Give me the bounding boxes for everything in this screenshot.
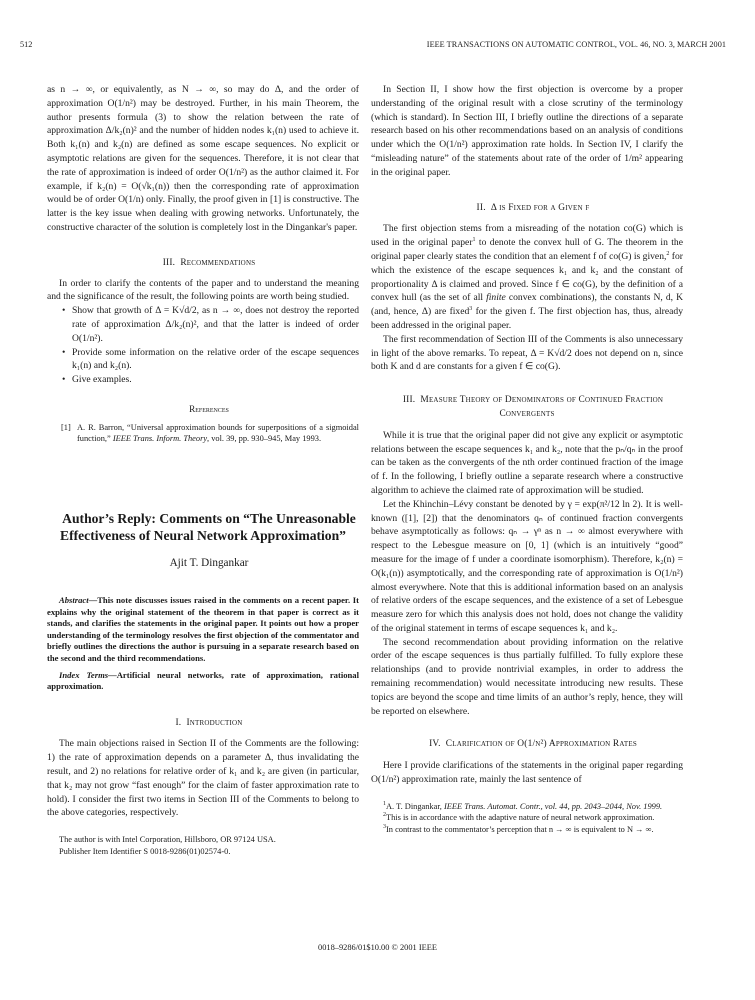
footnote-mark: 2 — [383, 812, 386, 819]
references-heading: References — [189, 403, 229, 414]
introduction-paragraph: The main objections raised in Section II of the Comments are the following: 1) the rate of approximation depends on a parameter Δ, thus invalidating the result, and 2) no relations for relative order of k₁ and k₂ are given (in particular, that k₂ may not grow “fast enough” for the claim of faster approximation rate to hold). I consider the first two items in Section III of the Comments to belong to the above categories, respectively. — [47, 738, 359, 819]
right-column — [371, 83, 683, 836]
page-number: 512 — [20, 40, 33, 49]
recommendations-intro: In order to clarify the contents of the paper and to understand the meaning and the significance of the result, the following points are worth being studied. — [47, 277, 359, 303]
index-terms-label: Index Terms— — [59, 669, 117, 680]
section-number: I. — [175, 717, 182, 728]
left-column — [47, 83, 359, 857]
recommendations-list — [47, 304, 359, 387]
section-heading-delta-fixed — [371, 202, 683, 216]
emphasis-finite: finite — [486, 292, 506, 304]
footnote-2 — [371, 812, 683, 824]
section-number: III. — [162, 257, 176, 268]
list-item: • Provide some information on the relative order of the escape sequences k₁(n) and k₂(n). — [47, 346, 359, 374]
section-title: Clarification of O(1/n²) Approximation Rates — [445, 739, 637, 750]
text-run: for the given f. The first objection has, thus, already been addressed in the original paper. — [371, 306, 683, 331]
reference-authors-title: A. R. Barron, “Universal approximation bounds for superpositions of a sigmoidal function,” — [77, 422, 359, 443]
section-heading-introduction — [47, 717, 359, 731]
publisher-item-identifier: Publisher Item Identifier S 0018-9286(01)02574-0. — [59, 846, 231, 856]
section3-paragraph-1: While it is true that the original paper did not give any explicit or asymptotic relations between the escape sequences k₁ and k₂, note that the pₙ/qₙ in the proof can be taken as the convergents of the nth order continued fraction of the image of f. In the following, I briefly outline a separate research where a constructive algorithm to achieve the claimed rate of approximation will be studied. — [371, 429, 683, 496]
section2-paragraph-2: The first recommendation of Section III of the Comments is also unnecessary in light of the above remarks. To repeat, Δ = K√d/2 does not depend on n, since both K and d are constants for a given f ∈ co(G). — [371, 333, 683, 373]
footnote-text: A. T. Dingankar, — [386, 801, 444, 811]
footnote-1 — [371, 801, 683, 813]
index-terms — [47, 670, 359, 693]
section3-paragraph-3: The second recommendation about providing information on the relative order of the escape sequences is thus partially fulfilled. To fully explore these relationships (and to provide nontrivial examples, in order to address the remaining recommendation) would necessitate introducing new results. These topics are beyond the scope and time limits of an author’s reply, hence, they will be reported on elsewhere. — [371, 636, 683, 717]
section-heading-recommendations — [47, 257, 359, 271]
text-run: convex combinations), the constants N, d, K (and, hence, Δ) are fixed — [371, 292, 683, 318]
reference-journal: IEEE Trans. Inform. Theory — [112, 433, 208, 443]
section-title: Recommendations — [180, 257, 256, 268]
footnote-mark: 3 — [383, 824, 386, 831]
footnote-3 — [371, 824, 683, 836]
list-item: • Give examples. — [47, 373, 359, 387]
abstract-text: This note discusses issues raised in the comments on a recent paper. It explains why the original statement of the theorem in that paper is correct as it stands, and clarifies the statements in the original paper. It points out how a proper understanding of the terminology resolves the first objection of the commentator and briefly outlines the directions the author is pursuing in a separate research based on the second and the third recommendations. — [47, 594, 359, 663]
reply-title-line-1: Author’s Reply: Comments on “The Unreasonable — [62, 511, 356, 527]
text-run: to denote the convex hull of G. The theorem in the original paper clearly states the condition that an element f of co(G) is given, — [371, 237, 683, 262]
section-number: II. — [476, 202, 486, 213]
section-number: IV. — [429, 739, 441, 750]
footnote-mark: 1 — [383, 800, 386, 807]
reference-number: [1] — [61, 422, 71, 432]
footnote-ref-3[interactable]: 3 — [469, 306, 473, 313]
section3-paragraph-2: Let the Khinchin–Lévy constant be denoted by γ = exp(π²/12 ln 2). It is well-known ([1], [2]) that the denominators qₙ of continued fraction convergents behave asymptotically as follows: qₙ → γⁿ as n → ∞ almost everywhere with respect to the Lebesgue measure on [0, 1] (which is an intuitively “good” measure for the image of f under a coordinate isomorphism). Therefore, k₂(n) = O(k₁(n)) asymptotically, and the corresponding rate of approximation is O(1/n²) almost everywhere. Note that this is additional information based on an analysis of relative orders of the escape sequences, and the existence of a set of Lebesgue measure zero for which this analysis does not hold, does not change the validity of the original statement in terms of escape sequences k₁ and k₂. — [371, 498, 683, 634]
list-item: • Show that growth of Δ = K√d/2, as n → ∞, does not destroy the reported rate of approximation Δ/k₂(n)², and that the latter is indeed of order O(1/n²). — [47, 304, 359, 345]
reference-details: , vol. 39, pp. 930–945, May 1993. — [207, 433, 322, 443]
outline-paragraph: In Section II, I show how the first objection is overcome by a proper understanding of the original result with a close scrutiny of the terminology (which is standard). In Section III, I briefly outline the directions of a separate research based on his other recommendations based on an analysis of conditions under which the O(1/n²) approximation rate holds. In Section IV, I clarify the “misleading nature” of the statements about rate of the order of 1/m² appearing in the original paper. — [371, 84, 683, 178]
footnote-text: In contrast to the commentator’s perception that n → ∞ is equivalent to N → ∞. — [386, 825, 654, 835]
abstract-label: Abstract— — [59, 594, 98, 605]
footnotes — [371, 801, 683, 836]
section-number: III. — [402, 395, 416, 406]
section-heading-measure-theory — [371, 394, 683, 422]
section-title: Δ is Fixed for a Given f — [490, 202, 590, 213]
affiliation-line: The author is with Intel Corporation, Hillsboro, OR 97124 USA. — [59, 835, 276, 845]
text-run: The first objection stems from a misreading of the notation co(G) which is used in the original paper — [371, 223, 683, 249]
footnote-ref-2[interactable]: 2 — [666, 250, 670, 257]
footnote-citation: IEEE Trans. Automat. Contr., vol. 44, pp. 2043–2044, Nov. 1999. — [443, 801, 663, 811]
section-title-line-1: Measure Theory of Denominators of Continued Fraction — [420, 395, 664, 406]
journal-running-title: IEEE TRANSACTIONS ON AUTOMATIC CONTROL, VOL. 46, NO. 3, MARCH 2001 — [426, 40, 726, 49]
text-run: for which the existence of the escape sequences k₁ and k₂ and the constant of proportionality Δ is claimed and proved. Since f ∈ co(G), by the definition of a convex hull (as the set of all — [371, 250, 683, 304]
author-affiliation-note — [47, 834, 359, 857]
section2-paragraph-1 — [371, 222, 683, 332]
reply-title-line-2: Effectiveness of Neural Network Approximation” — [60, 528, 346, 544]
section-title: Introduction — [186, 717, 243, 728]
reference-item — [47, 422, 359, 444]
section4-paragraph-1: Here I provide clarifications of the statements in the original paper regarding O(1/n²) approximation rate, mainly the last sentence of — [371, 760, 683, 786]
abstract — [47, 595, 359, 665]
comment-continuation-paragraph: as n → ∞, or equivalently, as N → ∞, so may do Δ, and the order of approximation O(1/n²) may be destroyed. Further, in his main Theorem, the author presents formula (3) to show the relation between the rate of approximation Δ/k₂(n)² and the number of hidden nodes k₁(n) used to achieve it. Both k₁(n) and k₂(n) are defined as some escape sequences. No explicit or asymptotic relations are given for the sequences. Therefore, it is not clear that the rate of approximation is indeed of order O(1/n²) as the author claimed it. For example, if k₂(n) = O(√k₁(n)) then the corresponding rate of approximation would be of order O(1/n) only. Finally, the proof given in [1] is constructive. The latter is the key issue when dealing with growing networks. Unfortunately, the constructive character of the solution is completely lost in the Dingankar's paper. — [47, 84, 359, 233]
index-terms-text: Artificial neural networks, rate of approximation, rational approximation. — [47, 669, 359, 692]
section-heading-clarification — [371, 738, 683, 752]
reply-title — [47, 510, 359, 544]
section-title-line-2: Convergents — [499, 408, 555, 419]
footnote-ref-1[interactable]: 1 — [472, 237, 476, 244]
footnote-text: This is in accordance with the adaptive nature of neural network approximation. — [386, 813, 655, 823]
running-header — [20, 40, 726, 54]
copyright-line: 0018–9286/01$10.00 © 2001 IEEE — [318, 943, 437, 952]
reply-author: Ajit T. Dingankar — [169, 557, 249, 570]
reference-text — [77, 422, 359, 444]
